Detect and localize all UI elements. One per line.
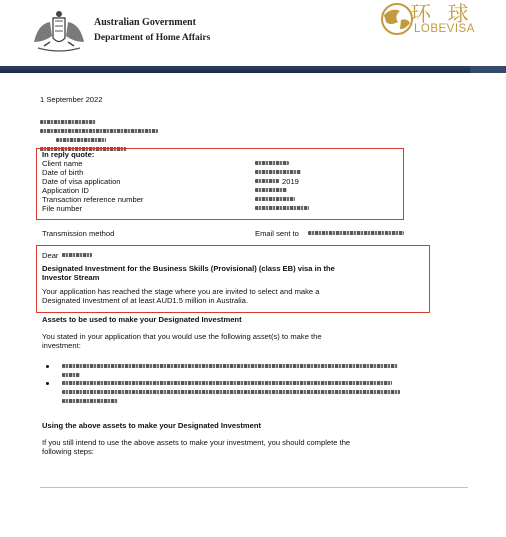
redacted-value (255, 161, 289, 165)
redacted-value (255, 170, 301, 174)
page-divider (40, 487, 468, 488)
assets-intro: investment: (42, 341, 81, 350)
assets-intro: You stated in your application that you would use the following asset(s) to make the (42, 332, 322, 341)
field-label: Application ID (42, 186, 89, 195)
steps-text: If you still intend to use the above assets to make your investment, you should complete the (42, 438, 351, 447)
redacted-value (255, 179, 279, 183)
bullet-icon (46, 382, 49, 385)
redacted-asset (62, 399, 118, 403)
field-label: Client name (42, 159, 83, 168)
visa-title: Designated Investment for the Business Skills (Provisional) (class EB) visa in the (42, 264, 335, 273)
invitation-text: Your application has reached the stage where you are invited to select and make a (42, 287, 320, 296)
salutation: Dear (42, 251, 59, 260)
letter-date: 1 September 2022 (40, 95, 103, 104)
application-year: 2019 (282, 177, 299, 186)
department-name: Department of Home Affairs (94, 33, 211, 43)
bullet-icon (46, 365, 49, 368)
transmission-label: Transmission method (42, 229, 115, 238)
redacted-value (255, 206, 309, 210)
assets-heading: Assets to be used to make your Designated Investment (42, 315, 242, 324)
redacted-asset (62, 364, 398, 368)
redacted-asset (62, 390, 400, 394)
field-label: File number (42, 204, 83, 213)
redacted-value (255, 188, 287, 192)
redacted-value (255, 197, 295, 201)
redacted-asset (62, 381, 392, 385)
redacted-email (308, 231, 404, 235)
redacted-name (62, 253, 92, 257)
redacted-address-line (40, 129, 158, 133)
redacted-address-line (40, 120, 96, 124)
field-label: Date of visa application (42, 177, 121, 186)
invitation-text: Designated Investment of at least AUD1.5 million in Australia. (42, 296, 248, 305)
using-heading: Using the above assets to make your Designated Investment (42, 421, 262, 430)
field-label: Date of birth (42, 168, 84, 177)
redacted-address-line (56, 138, 106, 142)
field-label: Transaction reference number (42, 195, 144, 204)
globevisa-watermark: 环 球 LOBEVISA (376, 0, 500, 42)
steps-text: following steps: (42, 447, 94, 456)
transmission-value: Email sent to (255, 229, 299, 238)
government-name: Australian Government (94, 17, 196, 28)
redacted-asset (62, 373, 80, 377)
visa-title: Investor Stream (42, 273, 100, 282)
reply-quote-heading: In reply quote: (42, 150, 95, 159)
